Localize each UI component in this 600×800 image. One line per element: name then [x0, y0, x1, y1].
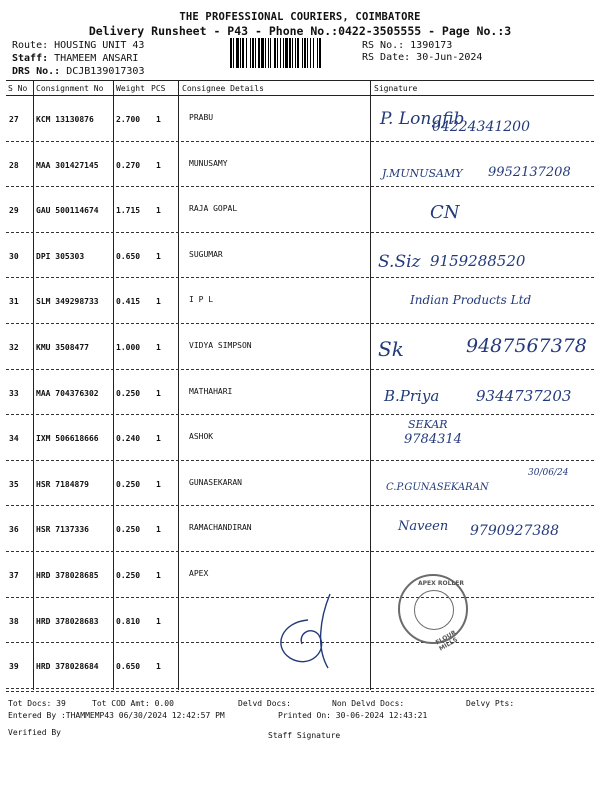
table-top-rule	[6, 80, 594, 81]
barcode-image	[230, 38, 356, 68]
row-sno: 36	[9, 525, 19, 535]
row-weight: 0.250	[116, 479, 141, 489]
row-signature-phone: 9952137208	[488, 164, 571, 180]
footer-divider	[6, 691, 594, 692]
row-signature-phone: 04224341200	[432, 119, 530, 135]
row-signature-phone: 30/06/24	[528, 467, 569, 478]
row-signature: J.MUNUSAMY	[382, 166, 463, 180]
staff-label: Staff:	[12, 53, 49, 64]
barcode-gap	[321, 38, 322, 68]
row-weight: 0.415	[116, 297, 141, 307]
staff-line	[12, 53, 138, 64]
row-consignee: SUGUMAR	[189, 249, 223, 259]
handwritten-scribble	[270, 588, 370, 678]
row-sno: 35	[9, 479, 19, 489]
row-signature: Sk	[378, 337, 404, 361]
verified-by-label: Verified By	[8, 728, 61, 737]
row-consignment-no: SLM 349298733	[36, 297, 99, 307]
row-signature-phone: 9784314	[404, 432, 462, 448]
row-consignment-no: HRD 378028683	[36, 616, 99, 626]
row-pcs: 1	[156, 616, 161, 626]
row-consignee: VIDYA SIMPSON	[189, 341, 252, 350]
printed-on: Printed On: 30-06-2024 12:43:21	[278, 711, 428, 720]
row-pcs: 1	[156, 297, 161, 307]
row-consignee: RAJA GOPAL	[189, 204, 238, 214]
row-sno: 33	[9, 388, 19, 398]
row-separator	[6, 141, 594, 142]
row-consignment-no: IXM 506618666	[36, 434, 99, 444]
row-signature: C.P.GUNASEKARAN	[386, 481, 489, 493]
row-consignee: ASHOK	[189, 432, 214, 442]
row-sno: 31	[9, 297, 19, 307]
drs-line	[12, 66, 144, 77]
delivered-docs: Delvd Docs:	[238, 699, 291, 708]
row-pcs: 1	[156, 251, 161, 261]
drs-number: DCJB139017303	[66, 66, 145, 77]
stamp-side-text: FLOUR MILLS	[434, 629, 459, 653]
route-label: Route: HOUSING UNIT 43	[12, 40, 145, 51]
row-pcs: 1	[156, 479, 161, 489]
row-sno: 32	[9, 343, 19, 352]
row-separator	[6, 369, 594, 370]
row-pcs: 1	[156, 571, 161, 580]
col-pcs: PCS	[151, 84, 166, 93]
staff-name: THAMEEM ANSARI	[54, 53, 139, 64]
row-consignee: RAMACHANDIRAN	[189, 523, 252, 533]
row-weight: 2.700	[116, 115, 141, 124]
row-consignee: MUNUSAMY	[189, 158, 228, 168]
row-separator	[6, 232, 594, 233]
column-divider	[178, 80, 179, 690]
runsheet-subtitle: Delivery Runsheet - P43 - Phone No.:0422-3505555 - Page No.:3	[88, 24, 512, 38]
row-consignment-no: GAU 500114674	[36, 206, 99, 216]
total-cod-amount: Tot COD Amt: 0.00	[92, 699, 174, 708]
entered-by: Entered By :THAMMEMP43 06/30/2024 12:42:57 PM	[8, 711, 225, 720]
row-pcs: 1	[156, 206, 161, 216]
row-signature: CN	[430, 202, 460, 224]
table-header-rule	[6, 95, 594, 96]
delivery-points: Delvy Pts:	[466, 699, 515, 708]
col-sno: S No	[8, 84, 28, 93]
row-sno: 34	[9, 434, 19, 444]
column-divider	[33, 80, 34, 690]
row-consignee: GUNASEKARAN	[189, 477, 242, 487]
row-pcs: 1	[156, 525, 161, 535]
row-sno: 37	[9, 571, 19, 580]
row-consignment-no: KMU 3508477	[36, 343, 89, 352]
row-consignment-no: MAA 301427145	[36, 160, 99, 170]
row-pcs: 1	[156, 343, 161, 352]
stamp-top-text: APEX ROLLER	[418, 580, 464, 587]
row-sno: 29	[9, 206, 19, 216]
row-consignment-no: DPI 305303	[36, 251, 85, 261]
row-weight: 0.250	[116, 525, 141, 535]
row-sno: 28	[9, 160, 19, 170]
row-pcs: 1	[156, 662, 161, 672]
row-weight: 0.270	[116, 160, 141, 170]
row-separator	[6, 323, 594, 324]
column-divider	[113, 80, 114, 690]
row-signature-phone: 9487567378	[466, 335, 587, 357]
staff-signature-label: Staff Signature	[268, 731, 341, 740]
row-signature: Naveen	[398, 519, 449, 535]
row-sno: 39	[9, 662, 19, 672]
row-sno: 30	[9, 251, 19, 261]
row-consignment-no: HRD 378028684	[36, 662, 99, 672]
row-weight: 0.650	[116, 662, 141, 672]
row-sno: 27	[9, 115, 19, 124]
row-weight: 1.715	[116, 206, 141, 216]
row-signature-phone: 9790927388	[470, 523, 560, 540]
non-delivered-docs: Non Delvd Docs:	[332, 699, 405, 708]
stamp-inner-ring	[414, 590, 454, 630]
row-signature: S.Siz	[378, 251, 421, 272]
row-separator	[6, 505, 594, 506]
row-separator	[6, 551, 594, 552]
row-consignee: MATHAHARI	[189, 386, 233, 396]
row-weight: 0.250	[116, 388, 141, 398]
row-consignee: PRABU	[189, 113, 214, 122]
rs-date: RS Date: 30-Jun-2024	[362, 52, 483, 63]
row-separator	[6, 688, 594, 689]
row-separator	[6, 460, 594, 461]
col-signature: Signature	[374, 84, 418, 93]
company-stamp	[398, 574, 468, 653]
row-consignment-no: MAA 704376302	[36, 388, 99, 398]
row-signature: SEKAR	[408, 418, 448, 432]
row-separator	[6, 186, 594, 187]
col-weight: Weight	[116, 84, 145, 93]
row-signature: B.Priya	[384, 386, 440, 405]
row-consignment-no: HSR 7184879	[36, 479, 89, 489]
col-consignment: Consignment No	[36, 84, 104, 93]
company-title: THE PROFESSIONAL COURIERS, COIMBATORE	[179, 11, 421, 23]
row-pcs: 1	[156, 388, 161, 398]
row-consignee: APEX	[189, 569, 209, 578]
row-pcs: 1	[156, 115, 161, 124]
row-signature: Indian Products Ltd	[410, 293, 532, 308]
row-signature: P. Longfib	[380, 109, 465, 129]
row-consignee: I P L	[189, 295, 214, 305]
row-separator	[6, 414, 594, 415]
row-pcs: 1	[156, 434, 161, 444]
column-divider	[370, 80, 371, 690]
row-separator	[6, 277, 594, 278]
row-weight: 0.250	[116, 571, 141, 580]
row-consignment-no: KCM 13130876	[36, 115, 94, 124]
row-weight: 0.240	[116, 434, 141, 444]
row-pcs: 1	[156, 160, 161, 170]
total-docs: Tot Docs: 39	[8, 699, 66, 708]
row-signature-phone: 9344737203	[476, 386, 572, 405]
rs-number: RS No.: 1390173	[362, 40, 453, 51]
row-signature-phone: 9159288520	[430, 251, 526, 270]
drs-label: DRS No.:	[12, 66, 61, 77]
row-consignment-no: HRD 378028685	[36, 571, 99, 580]
row-weight: 0.650	[116, 251, 141, 261]
row-weight: 1.000	[116, 343, 141, 352]
row-consignment-no: HSR 7137336	[36, 525, 89, 535]
col-consignee: Consignee Details	[182, 84, 264, 93]
row-weight: 0.810	[116, 616, 141, 626]
row-sno: 38	[9, 616, 19, 626]
